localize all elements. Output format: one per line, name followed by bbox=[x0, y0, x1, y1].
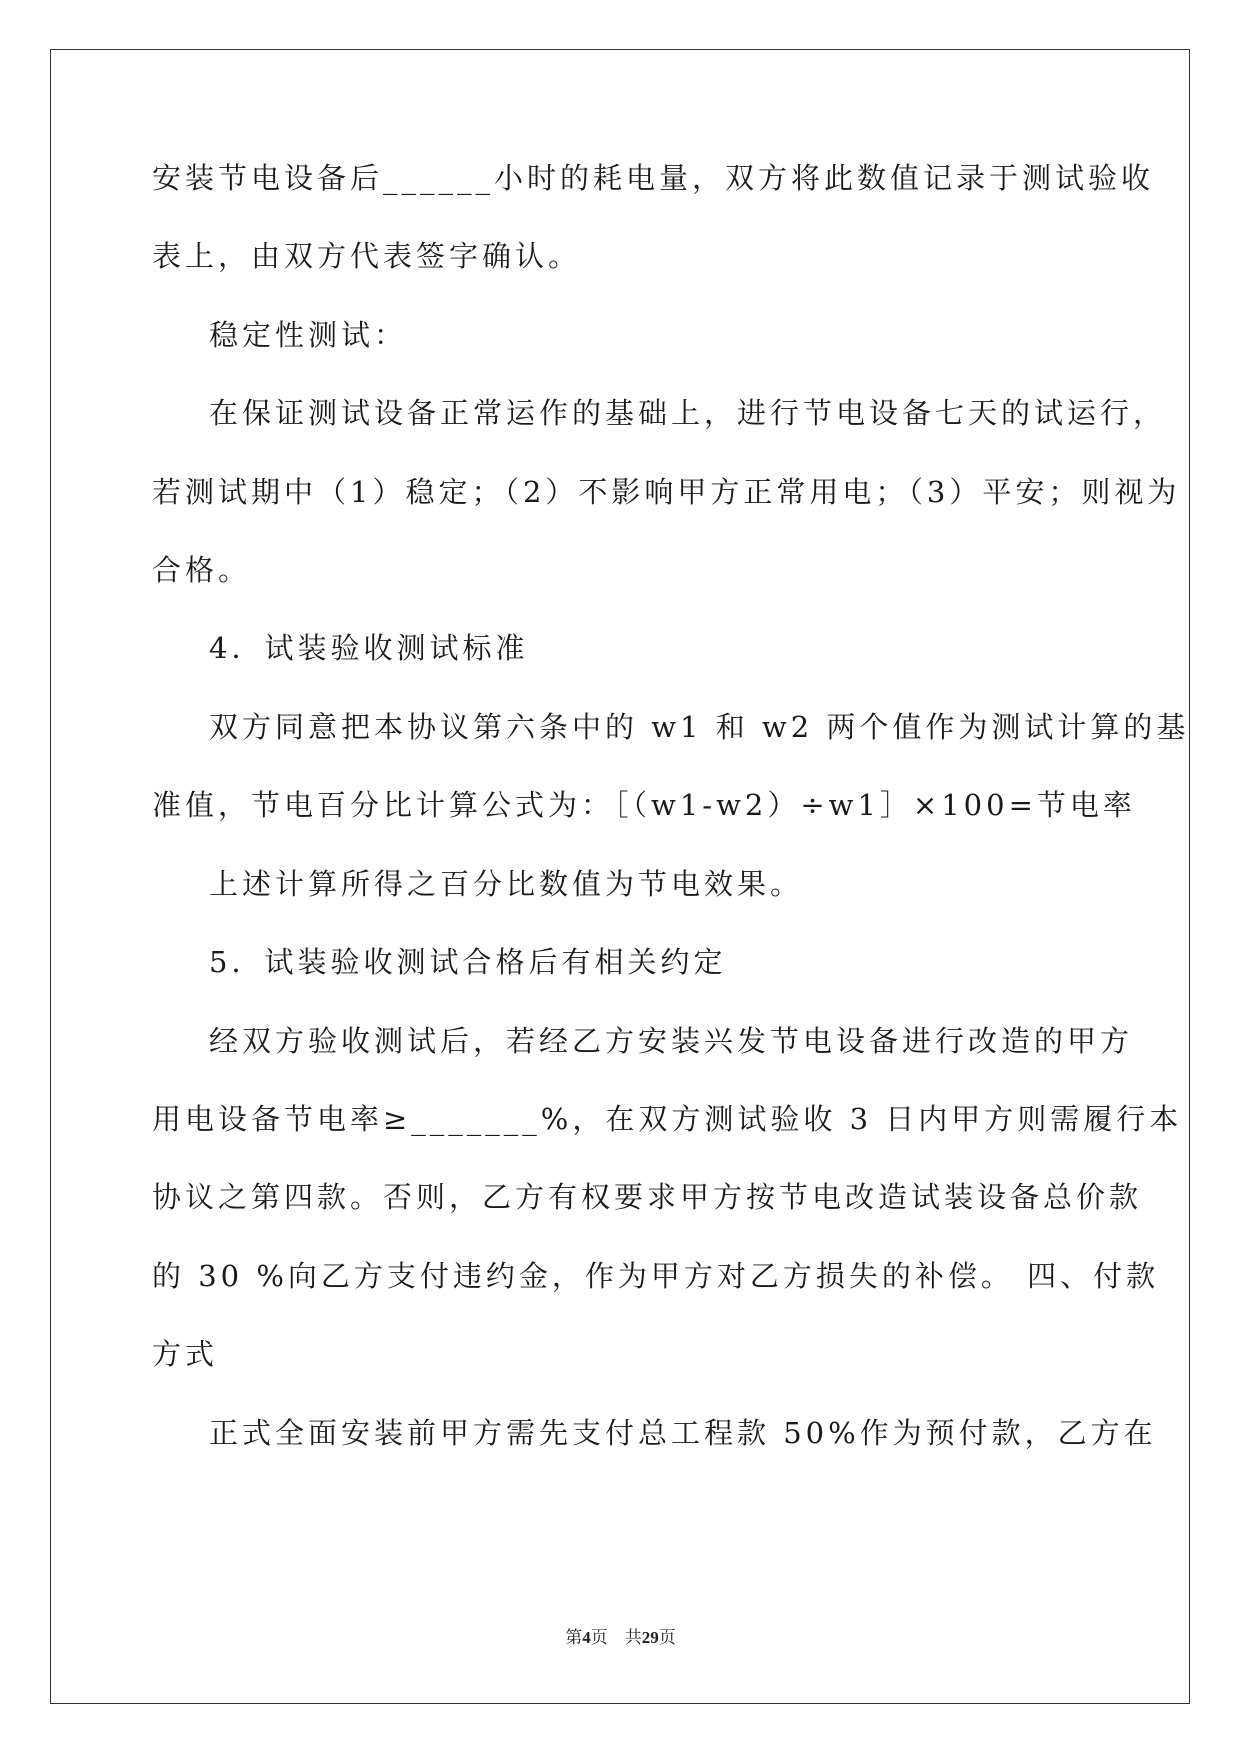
paragraph-line: 双方同意把本协议第六条中的 w1 和 w2 两个值作为测试计算的基 bbox=[209, 710, 1190, 744]
footer-total-prefix: 共 bbox=[624, 1628, 642, 1647]
paragraph-line: 的 30 %向乙方支付违约金，作为甲方对乙方损失的补偿。 四、付款 bbox=[152, 1259, 1160, 1293]
paragraph-line: 合格。 bbox=[152, 553, 252, 587]
paragraph-line: 表上，由双方代表签字确认。 bbox=[152, 239, 582, 273]
section-heading: 4．试装验收测试标准 bbox=[209, 631, 529, 665]
paragraph-line: 准值，节电百分比计算公式为：［（w1-w2）÷w1］×100=节电率 bbox=[152, 788, 1136, 822]
paragraph-line: 经双方验收测试后，若经乙方安装兴发节电设备进行改造的甲方 bbox=[209, 1024, 1134, 1058]
paragraph-line: 协议之第四款。否则，乙方有权要求甲方按节电改造试装设备总价款 bbox=[152, 1180, 1143, 1214]
total-page-count: 29 bbox=[641, 1628, 659, 1647]
paragraph-line: 正式全面安装前甲方需先支付总工程款 50%作为预付款，乙方在 bbox=[209, 1416, 1157, 1450]
footer-total-unit: 页 bbox=[658, 1628, 676, 1647]
footer-prefix: 第 bbox=[565, 1628, 583, 1647]
paragraph-line: 方式 bbox=[152, 1337, 219, 1371]
paragraph-line: 在保证测试设备正常运作的基础上，进行节电设备七天的试运行， bbox=[209, 396, 1167, 430]
paragraph-line: 安装节电设备后______小时的耗电量，双方将此数值记录于测试验收 bbox=[152, 161, 1155, 195]
paragraph-line: 上述计算所得之百分比数值为节电效果。 bbox=[209, 867, 804, 901]
paragraph-line: 稳定性测试： bbox=[209, 318, 408, 352]
paragraph-line: 若测试期中（1）稳定；（2）不影响甲方正常用电；（3）平安；则视为 bbox=[152, 475, 1181, 509]
page-footer bbox=[0, 1623, 1241, 1648]
footer-page-unit: 页 bbox=[590, 1628, 608, 1647]
paragraph-line: 用电设备节电率≥_______%，在双方测试验收 3 日内甲方则需履行本 bbox=[152, 1102, 1183, 1136]
section-heading: 5．试装验收测试合格后有相关约定 bbox=[209, 945, 727, 979]
current-page-number: 4 bbox=[582, 1628, 591, 1647]
